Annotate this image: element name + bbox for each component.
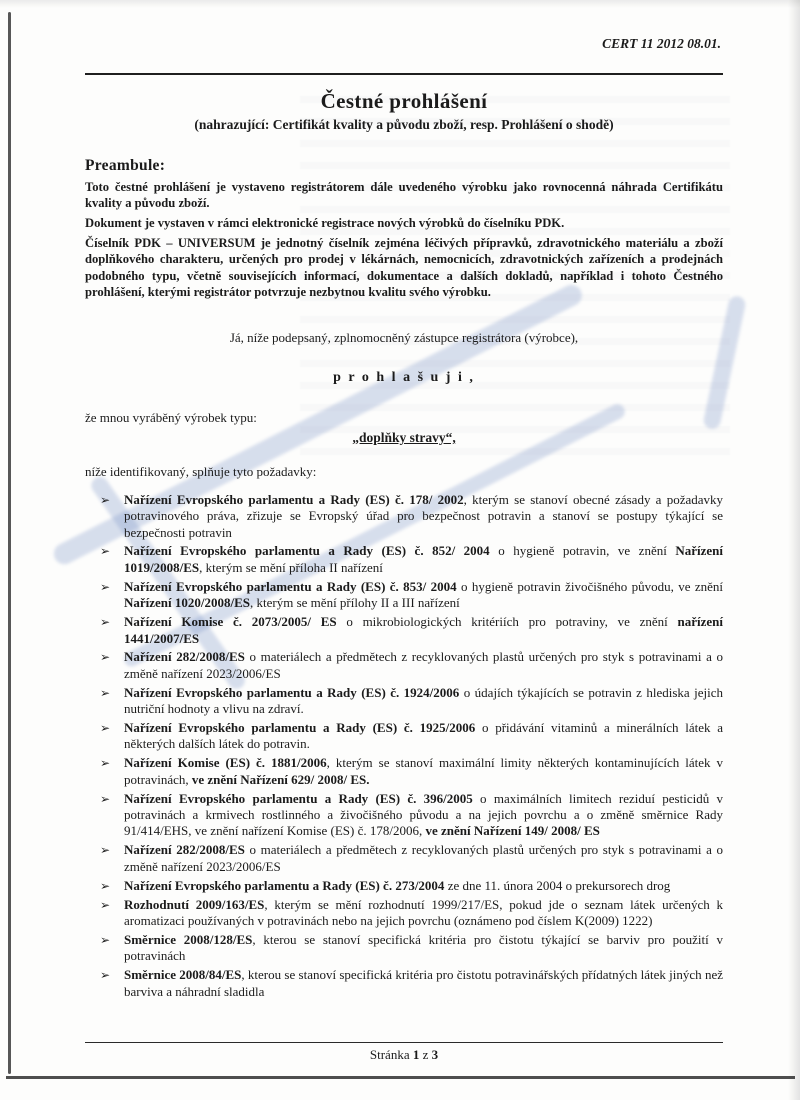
requirement-text: Nařízení Evropského parlamentu a Rady (ES) č. 1925/2006 o přidávání vitaminů a minerálních látek a některých dalších látek do potravin. (124, 720, 724, 752)
requirement-text: Nařízení 282/2008/ES o materiálech a předmětech z recyklovaných plastů určených pro styk s potravinami a o změně nařízení 2023/2006/ES (124, 842, 723, 874)
requirement-text: Nařízení Komise (ES) č. 1881/2006, kterým se stanoví maximální limity některých kontaminujících látek v potravinách, ve znění Nařízení 629/ 2008/ ES. (124, 755, 723, 787)
requirement-text: Nařízení Evropského parlamentu a Rady (ES) č. 178/ 2002, kterým se stanoví obecné zásady a požadavky potravinového práva, zřizuje se Evropský úřad pro bezpečnost potravin a stanoví se postupy týkající se bezpečnosti potravin (124, 491, 724, 540)
requirement-text: Nařízení Evropského parlamentu a Rady (ES) č. 853/ 2004 o hygieně potravin živočišného původu, ve znění Nařízení 1020/2008/ES, kterým se mění přílohy II a III nařízení (124, 578, 723, 611)
arrow-bullet-icon: ➢ (100, 791, 111, 806)
arrow-bullet-icon: ➢ (100, 756, 111, 771)
requirement-item (85, 897, 723, 930)
arrow-bullet-icon: ➢ (100, 685, 111, 700)
requirement-text: Nařízení Evropského parlamentu a Rady (ES) č. 1924/2006 o údajích týkajících se potravin z hlediska jejich nutriční hodnoty a vlivu na zdraví. (124, 684, 723, 717)
requirement-text: Nařízení Komise č. 2073/2005/ ES o mikrobiologických kritériích pro potraviny, ve znění nařízení 1441/2007/ES (124, 614, 723, 646)
requirement-item (85, 543, 723, 576)
arrow-bullet-icon: ➢ (100, 721, 111, 736)
requirement-text: Směrnice 2008/128/ES, kterou se stanoví specifická kritéria pro čistotu týkající se barviv pro použití v potravinách (124, 931, 724, 964)
footer-rule (85, 1042, 723, 1043)
product-type-text: „doplňky stravy“, (352, 429, 456, 445)
requirement-item (85, 932, 723, 965)
page-title: Čestné prohlášení (320, 89, 488, 113)
requirement-item (85, 842, 723, 875)
requirement-text: Rozhodnutí 2009/163/ES, kterým se mění rozhodnutí 1999/217/ES, pokud jde o seznam látek určených k aromatizaci používaných v potravinách nebo na jejich povrchu (oznámeno pod číslem K(2009) 1222) (124, 896, 723, 929)
requirement-text: Nařízení 282/2008/ES o materiálech a předmětech z recyklovaných plastů určených pro styk s potravinami a o změně nařízení 2023/2006/ES (124, 649, 723, 681)
requirement-text: Nařízení Evropského parlamentu a Rady (ES) č. 273/2004 ze dne 11. února 2004 o prekursorech drog (124, 877, 671, 893)
declaration-intro: Já, níže podepsaný, zplnomocněný zástupce registrátora (výrobce), (229, 329, 579, 345)
declaration-verb: p r o h l a š u j i , (333, 369, 475, 385)
requirement-text: Nařízení Evropského parlamentu a Rady (ES) č. 852/ 2004 o hygieně potravin, ve znění Nařízení 1019/2008/ES, kterým se mění příloha II nařízení (124, 543, 723, 575)
requirement-item (85, 878, 723, 894)
requirement-item (85, 614, 723, 647)
arrow-bullet-icon: ➢ (100, 932, 111, 947)
preamble-paragraph: Číselník PDK – UNIVERSUM je jednotný číselník zejména léčivých přípravků, zdravotnického materiálu a zboží doplňkového charakteru, určených pro prodej v lékárnách, nemocnicích, zdravotnických zařízeních a prodejnách podobného typu, včetně souvisejících informací, dokumentace a dalších dokladů, například i tohoto Čestného prohlášení, kterými registrátor potvrzuje nezbytnou kvalitu svého výrobku. (85, 236, 723, 299)
document-code: CERT 11 2012 08.01. (602, 36, 721, 51)
preamble-paragraph: Dokument je vystaven v rámci elektronické registrace nových výrobků do číselníku PDK. (85, 216, 565, 231)
requirement-item (85, 579, 723, 612)
arrow-bullet-icon: ➢ (100, 968, 111, 983)
requirements-list (85, 492, 723, 1000)
requirement-item (85, 492, 723, 541)
requirement-text: Směrnice 2008/84/ES, kterou se stanoví specifická kritéria pro čistotu potravinářských přídatných látek jiných než barviva a náhradní sladidla (124, 967, 723, 999)
arrow-bullet-icon: ➢ (100, 615, 111, 630)
arrow-bullet-icon: ➢ (100, 878, 111, 893)
requirement-item (85, 685, 723, 718)
scan-edge-bottom (6, 1076, 795, 1079)
requirement-item (85, 967, 723, 1000)
requirement-item (85, 755, 723, 788)
preamble-paragraph: Toto čestné prohlášení je vystaveno registrátorem dále uvedeného výrobku jako rovnocenná náhrada Certifikátu kvality a původu zboží. (85, 180, 723, 211)
scan-edge-left (8, 12, 11, 1074)
page-subtitle: (nahrazující: Certifikát kvality a původu zboží, resp. Prohlášení o shodě) (194, 117, 614, 132)
arrow-bullet-icon: ➢ (100, 843, 111, 858)
page-number: Stránka 1 z 3 (369, 1047, 439, 1062)
arrow-bullet-icon: ➢ (100, 544, 111, 559)
scan-edge-right (788, 0, 800, 1100)
arrow-bullet-icon: ➢ (100, 492, 111, 507)
requirement-item (85, 649, 723, 682)
document-body (85, 36, 723, 1003)
header-rule (85, 73, 723, 75)
requirement-text: Nařízení Evropského parlamentu a Rady (ES) č. 396/2005 o maximálních limitech reziduí pesticidů v potravinách a krmivech rostlinného a živočišného původu a na jejich povrchu a o změně směrnice Rady 91/414/EHS, ve znění nařízení Komise (ES) č. 178/2006, ve znění Nařízení 149/ 2008/ ES (124, 790, 724, 839)
requirement-item (85, 720, 723, 753)
product-type (85, 430, 723, 446)
arrow-bullet-icon: ➢ (100, 897, 111, 912)
scan-edge-top (0, 0, 800, 8)
product-type-lead: že mnou vyráběný výrobek typu: (85, 409, 257, 425)
requirement-item (85, 791, 723, 840)
requirements-lead: níže identifikovaný, splňuje tyto požadavky: (85, 463, 317, 479)
arrow-bullet-icon: ➢ (100, 650, 111, 665)
preamble-heading: Preambule: (85, 157, 166, 174)
arrow-bullet-icon: ➢ (100, 579, 111, 594)
